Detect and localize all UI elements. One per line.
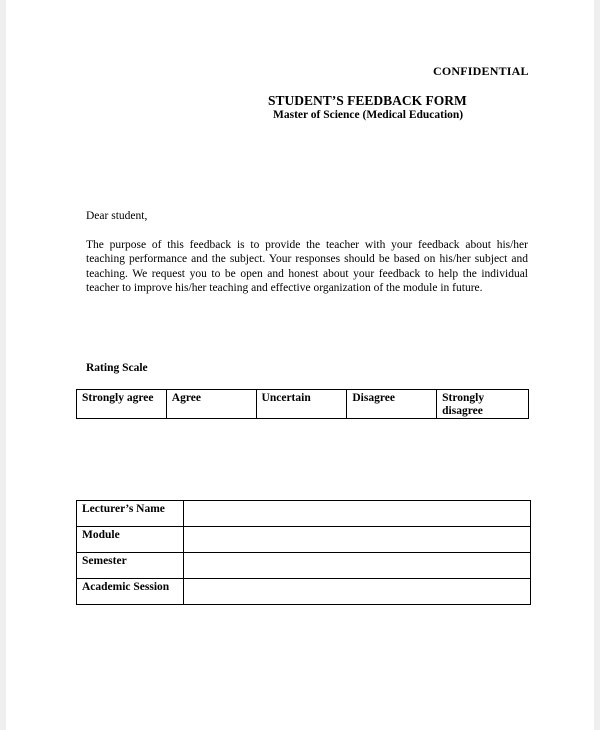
- salutation: Dear student,: [86, 210, 148, 222]
- form-subtitle: Master of Science (Medical Education): [273, 109, 464, 121]
- lecturer-name-label: Lecturer’s Name: [77, 501, 184, 527]
- rating-option-uncertain: Uncertain: [256, 390, 347, 419]
- lecturer-name-field[interactable]: [184, 501, 531, 527]
- course-info-table: [76, 500, 531, 605]
- form-title: STUDENT’S FEEDBACK FORM: [268, 93, 467, 108]
- academic-session-field[interactable]: [184, 579, 531, 605]
- confidential-label: CONFIDENTIAL: [433, 64, 529, 78]
- table-row: [77, 579, 531, 605]
- document-page: [6, 0, 594, 730]
- rating-scale-heading: Rating Scale: [86, 362, 148, 374]
- academic-session-label: Academic Session: [77, 579, 184, 605]
- module-label: Module: [77, 527, 184, 553]
- semester-label: Semester: [77, 553, 184, 579]
- rating-scale-table: [76, 389, 529, 419]
- module-field[interactable]: [184, 527, 531, 553]
- rating-option-strongly-agree: Strongly agree: [77, 390, 167, 419]
- rating-option-disagree: Disagree: [347, 390, 437, 419]
- rating-scale-row: [77, 390, 529, 419]
- rating-option-strongly-disagree: Strongly disagree: [437, 390, 529, 419]
- purpose-paragraph: The purpose of this feedback is to provide the teacher with your feedback about his/her teaching performance and the subject. Your responses should be based on his/her subject and teaching. We request you to be open and honest about your feedback to help the individual teacher to improve his/her teaching and effective organization of the module in future.: [86, 239, 528, 295]
- rating-option-agree: Agree: [166, 390, 256, 419]
- table-row: [77, 527, 531, 553]
- table-row: [77, 501, 531, 527]
- semester-field[interactable]: [184, 553, 531, 579]
- table-row: [77, 553, 531, 579]
